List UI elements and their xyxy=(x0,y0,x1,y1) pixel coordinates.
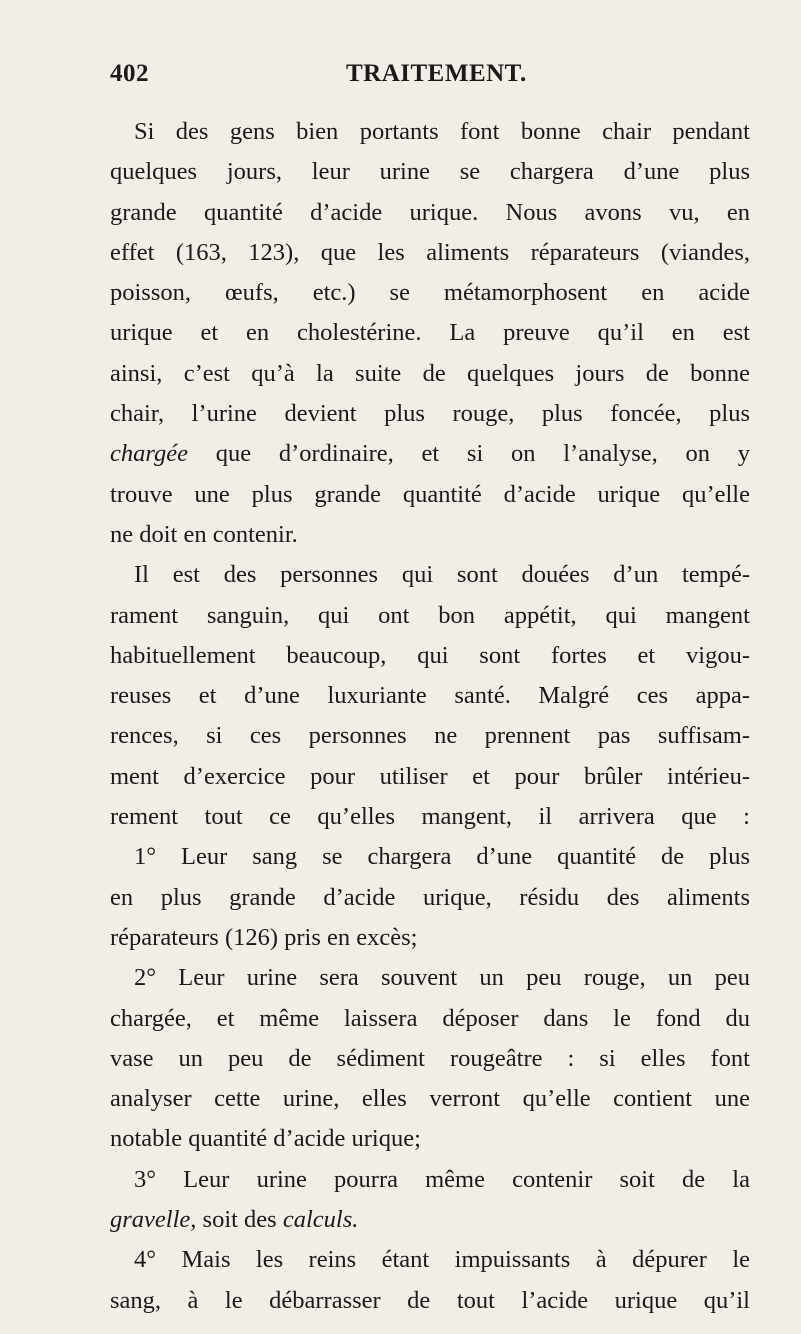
page-number: 402 xyxy=(110,60,149,87)
text-line: vase un peu de sédiment rougeâtre : si elles font xyxy=(110,1044,750,1072)
text-fragment: que d’ordinaire, et si on l’analyse, on y xyxy=(188,440,750,468)
body-text xyxy=(110,112,750,1321)
text-line: effet (163, 123), que les aliments réparateurs (viandes, xyxy=(110,238,750,266)
text-line xyxy=(110,434,750,474)
emphasis-chargee: chargée xyxy=(110,440,188,468)
text-line: habituellement beaucoup, qui sont fortes et vigou- xyxy=(110,641,750,669)
text-line: rences, si ces personnes ne prennent pas suffisam- xyxy=(110,722,750,750)
text-line: chargée, et même laissera déposer dans le fond du xyxy=(110,1004,750,1032)
chapter-title: TRAITEMENT. xyxy=(346,60,527,87)
text-line: 2° Leur urine sera souvent un peu rouge, un peu xyxy=(134,964,750,992)
emphasis-gravelle: gravelle, xyxy=(110,1206,197,1234)
text-line: urique et en cholestérine. La preuve qu’il en est xyxy=(110,319,750,347)
emphasis-calculs: calculs. xyxy=(282,1206,359,1234)
text-line: Si des gens bien portants font bonne chair pendant xyxy=(134,118,750,145)
text-line xyxy=(110,1200,750,1240)
text-line: ment d’exercice pour utiliser et pour brûler intérieu- xyxy=(110,762,750,790)
text-line: réparateurs (126) pris en excès; xyxy=(110,923,418,951)
text-line: 4° Mais les reins étant impuissants à dépurer le xyxy=(134,1246,750,1274)
text-line: 3° Leur urine pourra même contenir soit de la xyxy=(134,1165,750,1193)
text-line: analyser cette urine, elles verront qu’elle contient une xyxy=(110,1085,750,1113)
text-line: chair, l’urine devient plus rouge, plus foncée, plus xyxy=(110,400,750,428)
text-line: reuses et d’une luxuriante santé. Malgré ces appa- xyxy=(110,682,750,710)
text-line: sang, à le débarrasser de tout l’acide urique qu’il xyxy=(110,1286,750,1314)
text-line: ainsi, c’est qu’à la suite de quelques jours de bonne xyxy=(110,359,750,387)
text-fragment: soit des xyxy=(196,1206,283,1234)
text-line: poisson, œufs, etc.) se métamorphosent en acide xyxy=(110,279,750,307)
text-line: 1° Leur sang se chargera d’une quantité de plus xyxy=(134,843,750,871)
text-line: rement tout ce qu’elles mangent, il arrivera que : xyxy=(110,803,750,831)
text-line: Il est des personnes qui sont douées d’un tempé- xyxy=(134,561,750,589)
text-line: ne doit en contenir. xyxy=(110,520,298,548)
text-line: notable quantité d’acide urique; xyxy=(110,1125,421,1153)
text-line: en plus grande d’acide urique, résidu des aliments xyxy=(110,883,750,911)
text-line: quelques jours, leur urine se chargera d’une plus xyxy=(110,158,750,186)
running-head xyxy=(110,60,750,100)
text-line: rament sanguin, qui ont bon appétit, qui mangent xyxy=(110,601,750,629)
text-line: grande quantité d’acide urique. Nous avons vu, en xyxy=(110,198,750,226)
text-line: trouve une plus grande quantité d’acide urique qu’elle xyxy=(110,480,750,508)
